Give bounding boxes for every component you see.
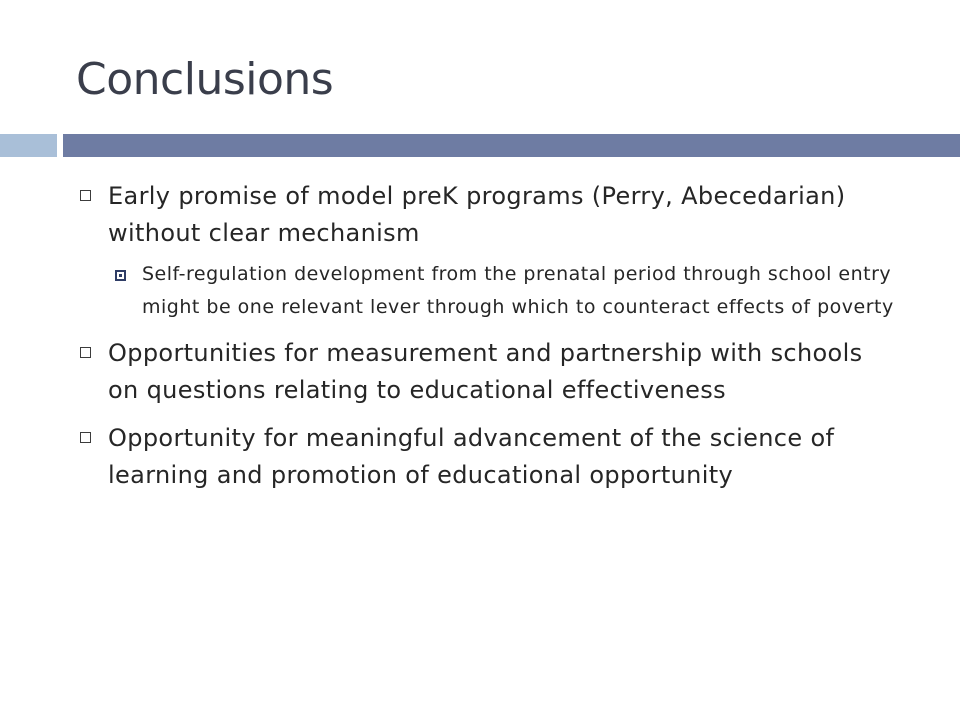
title-accent-bar-left <box>0 134 57 157</box>
square-bullet-icon <box>80 432 91 443</box>
sub-bullet-list <box>108 258 896 324</box>
sub-bullet-item <box>108 258 896 324</box>
square-bullet-icon <box>80 347 91 358</box>
bullet-text: Early promise of model preK programs (Perry, Abecedarian) without clear mechanism <box>108 182 846 247</box>
bullet-item <box>76 420 896 494</box>
bullet-text: Opportunity for meaningful advancement of the science of learning and promotion of educational opportunity <box>108 424 835 489</box>
title-accent-bar-right <box>63 134 960 157</box>
nested-square-bullet-icon <box>115 270 126 281</box>
slide-title: Conclusions <box>76 54 334 105</box>
bullet-list <box>76 178 896 505</box>
square-bullet-icon <box>80 190 91 201</box>
bullet-item <box>76 335 896 409</box>
sub-bullet-text: Self-regulation development from the prenatal period through school entry might be one relevant lever through which to counteract effects of poverty <box>142 263 894 318</box>
bullet-text: Opportunities for measurement and partnership with schools on questions relating to educational effectiveness <box>108 339 863 404</box>
bullet-item <box>76 178 896 324</box>
